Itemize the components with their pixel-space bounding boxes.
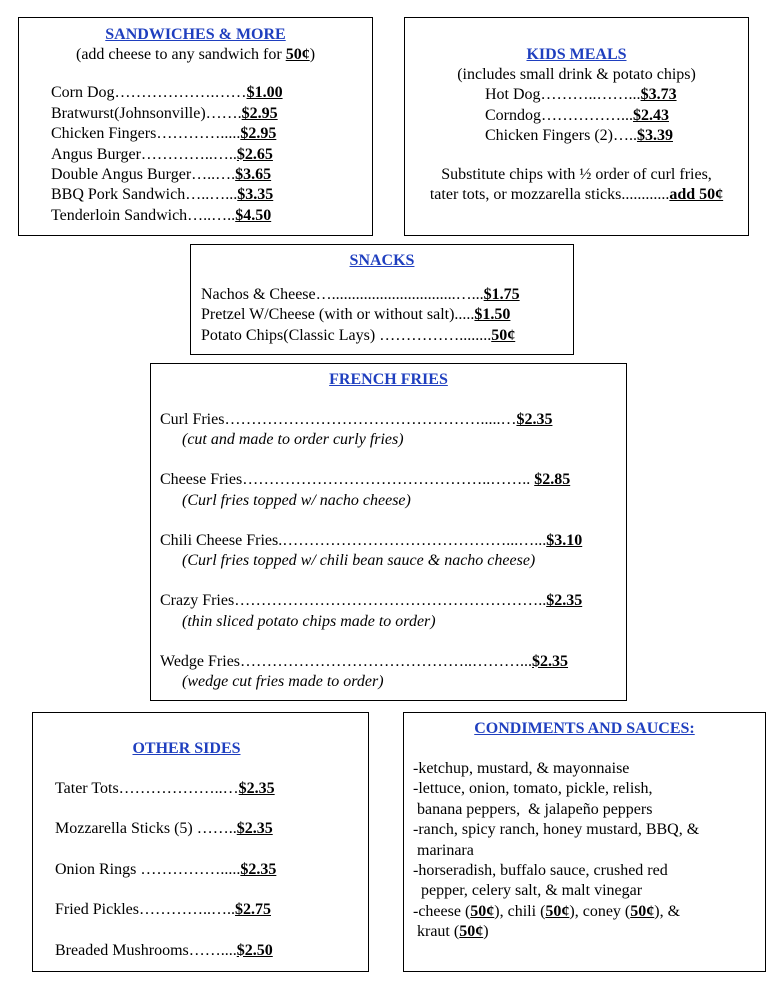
menu-item: Chicken Fingers (2)…..$3.39 (485, 127, 673, 145)
snacks-title: SNACKS (349, 252, 415, 269)
menu-item: Potato Chips(Classic Lays) ……………........50¢ (201, 326, 516, 344)
condiment-line: banana peppers, & jalapeño peppers (413, 800, 653, 818)
menu-item: Nachos & Cheese…...............................…...$1.75 (201, 286, 520, 303)
kids-meals-list (405, 85, 748, 146)
condiments-section (403, 712, 766, 972)
menu-item: Onion Rings …………….....$2.35 (55, 860, 277, 878)
menu-item: Fried Pickles…………..…..$2.75 (55, 901, 271, 919)
menu-item: Tater Tots………………..…$2.35 (55, 780, 275, 797)
fries-item-desc: (thin sliced potato chips made to order) (182, 612, 436, 630)
condiment-line: pepper, celery salt, & malt vinegar (413, 882, 643, 900)
fries-item-line: Chili Cheese Fries.……………………………………...…...$3.10 (160, 531, 583, 549)
fries-list (151, 410, 626, 692)
menu-item: Corn Dog……………….……$1.00 (51, 84, 283, 102)
sandwiches-subtitle: (add cheese to any sandwich for 50¢) (75, 46, 316, 63)
menu-item: Bratwurst(Johnsonville)…….$2.95 (51, 104, 278, 122)
kids-note-line: Substitute chips with ½ order of curl fries, (441, 165, 712, 183)
condiment-line: kraut (50¢) (413, 923, 489, 941)
fries-item-line: Crazy Fries…………………………………………………..$2.35 (160, 592, 583, 610)
snacks-list (191, 285, 573, 346)
fries-item (160, 531, 626, 571)
fries-item-desc: (cut and made to order curly fries) (182, 431, 404, 449)
fries-item (160, 591, 626, 631)
menu-item: Corndog……………...$2.43 (485, 106, 669, 124)
french-fries-section (150, 363, 627, 701)
other-sides-title: OTHER SIDES (132, 740, 241, 757)
menu-item: Pretzel W/Cheese (with or without salt).....$1.50 (201, 306, 511, 324)
menu-item: Hot Dog………..……...$3.73 (485, 86, 677, 104)
fries-item (160, 410, 626, 450)
condiment-line: -horseradish, buffalo sauce, crushed red (413, 862, 668, 880)
condiment-line: -lettuce, onion, tomato, pickle, relish, (413, 780, 653, 798)
fries-item-desc: (Curl fries topped w/ chili bean sauce & nacho cheese) (182, 552, 536, 570)
fries-item-line: Wedge Fries……………………………………..………...$2.35 (160, 652, 569, 670)
menu-item: Chicken Fingers………….....$2.95 (51, 125, 277, 143)
kids-meals-subtitle: (includes small drink & potato chips) (457, 66, 696, 83)
kids-meals-title: KIDS MEALS (526, 46, 627, 63)
sides-list (33, 779, 368, 961)
condiment-line: -ketchup, mustard, & mayonnaise (413, 760, 630, 777)
menu-item: Angus Burger…………..…..$2.65 (51, 145, 273, 163)
fries-item-line: Curl Fries………………………………………….....…$2.35 (160, 411, 553, 428)
fries-item-desc: (Curl fries topped w/ nacho cheese) (182, 491, 411, 509)
kids-meals-section (404, 17, 749, 236)
menu-item: Breaded Mushrooms……....$2.50 (55, 941, 273, 959)
kids-note-line: tater tots, or mozzarella sticks............add 50¢ (429, 186, 724, 204)
sandwiches-section (18, 17, 373, 236)
kids-meals-note (405, 165, 748, 206)
french-fries-title: FRENCH FRIES (329, 371, 448, 388)
other-sides-section (32, 712, 369, 972)
condiments-title: CONDIMENTS AND SAUCES: (474, 720, 695, 737)
condiment-line: -cheese (50¢), chili (50¢), coney (50¢), & (413, 902, 681, 920)
condiment-line: -ranch, spicy ranch, honey mustard, BBQ, & (413, 821, 700, 839)
sandwiches-title: SANDWICHES & MORE (105, 26, 286, 43)
menu-item: BBQ Pork Sandwich…..…...$3.35 (51, 186, 274, 204)
fries-item-desc: (wedge cut fries made to order) (182, 673, 384, 691)
fries-item (160, 652, 626, 692)
fries-item-line: Cheese Fries………………………………………..…….. $2.85 (160, 471, 571, 489)
condiments-list (404, 759, 765, 943)
sandwiches-list (19, 83, 372, 226)
fries-item (160, 470, 626, 510)
menu-item: Mozzarella Sticks (5) ……..$2.35 (55, 820, 273, 838)
snacks-section (190, 244, 574, 355)
menu-item: Double Angus Burger…..….$3.65 (51, 166, 272, 184)
menu-item: Tenderloin Sandwich…..…..$4.50 (51, 206, 272, 224)
condiment-line: marinara (413, 841, 474, 859)
